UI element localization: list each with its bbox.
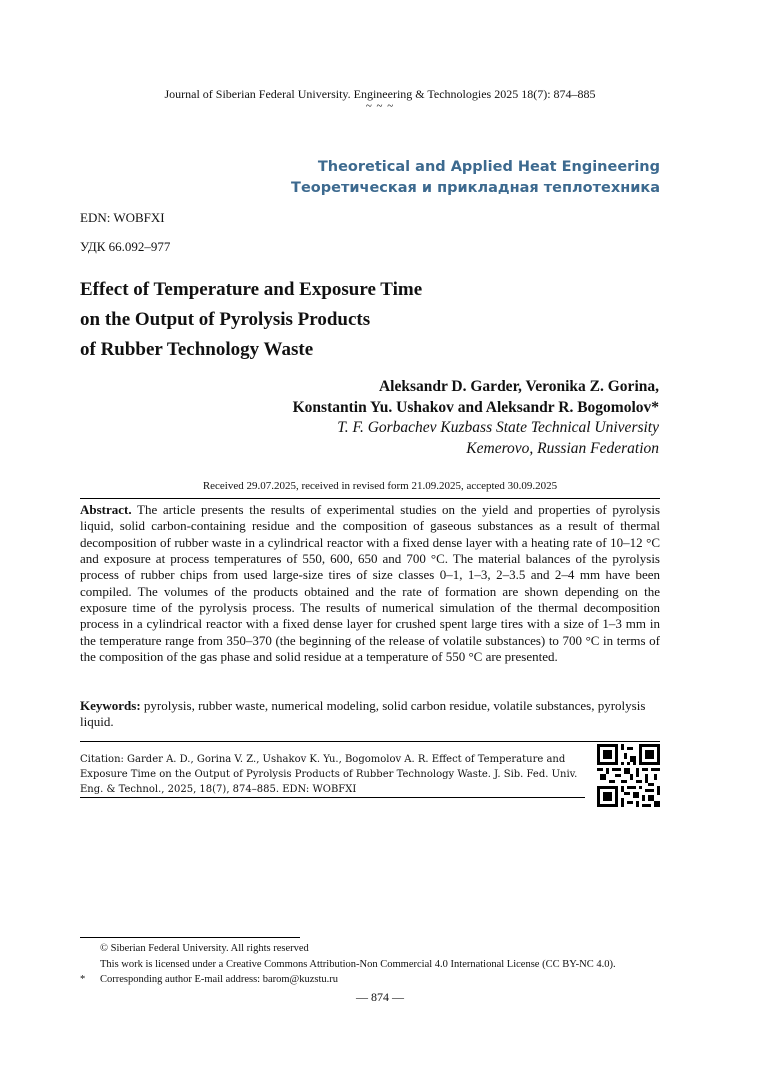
- affiliation-location: Kemerovo, Russian Federation: [466, 439, 659, 457]
- section-title-ru: Теоретическая и прикладная теплотехника: [291, 180, 660, 196]
- article-title: [80, 275, 422, 365]
- keywords-label: Keywords:: [80, 698, 141, 713]
- divider: [80, 498, 660, 499]
- journal-header: Journal of Siberian Federal University. Engineering & Technologies 2025 18(7): 874–885: [164, 87, 596, 101]
- abstract-label: Abstract.: [80, 502, 132, 517]
- authors-line-1: Aleksandr D. Garder, Veronika Z. Gorina,: [378, 378, 659, 395]
- edn-code: EDN: WOBFXI: [80, 210, 165, 225]
- udk-code: УДК 66.092–977: [80, 239, 171, 254]
- qr-code[interactable]: [597, 744, 660, 807]
- divider: [80, 797, 585, 798]
- footnote-divider: [80, 937, 300, 938]
- citation: Citation: Garder A. D., Gorina V. Z., Ushakov K. Yu., Bogomolov A. R. Effect of Temperature and Exposure Time on the Output of Pyrolysis Products of Rubber Technology Waste. J. Sib. Fed. Univ. Eng. & Technol., 2025, 18(7), 874–885. EDN: WOBFXI: [80, 754, 578, 795]
- author-block: [293, 377, 659, 459]
- license-notice: This work is licensed under a Creative Commons Attribution-Non Commercial 4.0 International License (CC BY-NC 4.0).: [100, 958, 616, 970]
- title-line: of Rubber Technology Waste: [80, 339, 314, 360]
- section-title-en: Theoretical and Applied Heat Engineering: [317, 159, 660, 175]
- affiliation: T. F. Gorbachev Kuzbass State Technical University: [337, 419, 659, 436]
- authors-line-2: Konstantin Yu. Ushakov and Aleksandr R. Bogomolov*: [292, 398, 659, 416]
- corresponding-author-note: [80, 972, 680, 988]
- keywords: [80, 698, 660, 731]
- corresponding-author-email: Corresponding author E-mail address: barom@kuzstu.ru: [100, 974, 338, 985]
- header-separator: ~ ~ ~: [365, 100, 395, 112]
- keywords-text: pyrolysis, rubber waste, numerical modeling, solid carbon residue, volatile substances, pyrolysis liquid.: [80, 698, 646, 730]
- abstract: [80, 502, 660, 665]
- abstract-text: The article presents the results of experimental studies on the yield and properties of pyrolysis liquid, solid carbon-containing residue and the composition of gaseous substances as a result of thermal decomposition of rubber waste in a cylindrical reactor with a fixed dense layer with a heating rate of 10–12 °C and exposure at process temperatures of 550, 600, 650 and 700 °C. The material balances of the pyrolysis process of rubber chips from used large-size tires of size classes 0–1, 1–3, 2–3.5 and 2–4 mm have been compiled. The volumes of the products obtained and the rate of formation are shown depending on the exposure time of the pyrolysis process. The results of numerical simulation of the thermal decomposition process in a cylindrical reactor with a fixed dense layer for crushed spent large tires with a size of 1–3 mm in the temperature range from 350–370 (the beginning of the release of volatile substances) to 700 °C in terms of the composition of the gas phase and solid residue at a temperature of 550 °C are presented.: [80, 502, 660, 665]
- page-number: — 874 —: [356, 990, 404, 1004]
- footnote-star: *: [80, 974, 86, 985]
- divider: [80, 741, 660, 742]
- received-dates: Received 29.07.2025, received in revised form 21.09.2025, accepted 30.09.2025: [202, 480, 558, 492]
- title-line: on the Output of Pyrolysis Products: [80, 309, 371, 330]
- copyright-notice: © Siberian Federal University. All rights reserved: [100, 943, 309, 954]
- footnotes: [80, 941, 680, 988]
- title-line: Effect of Temperature and Exposure Time: [80, 279, 423, 300]
